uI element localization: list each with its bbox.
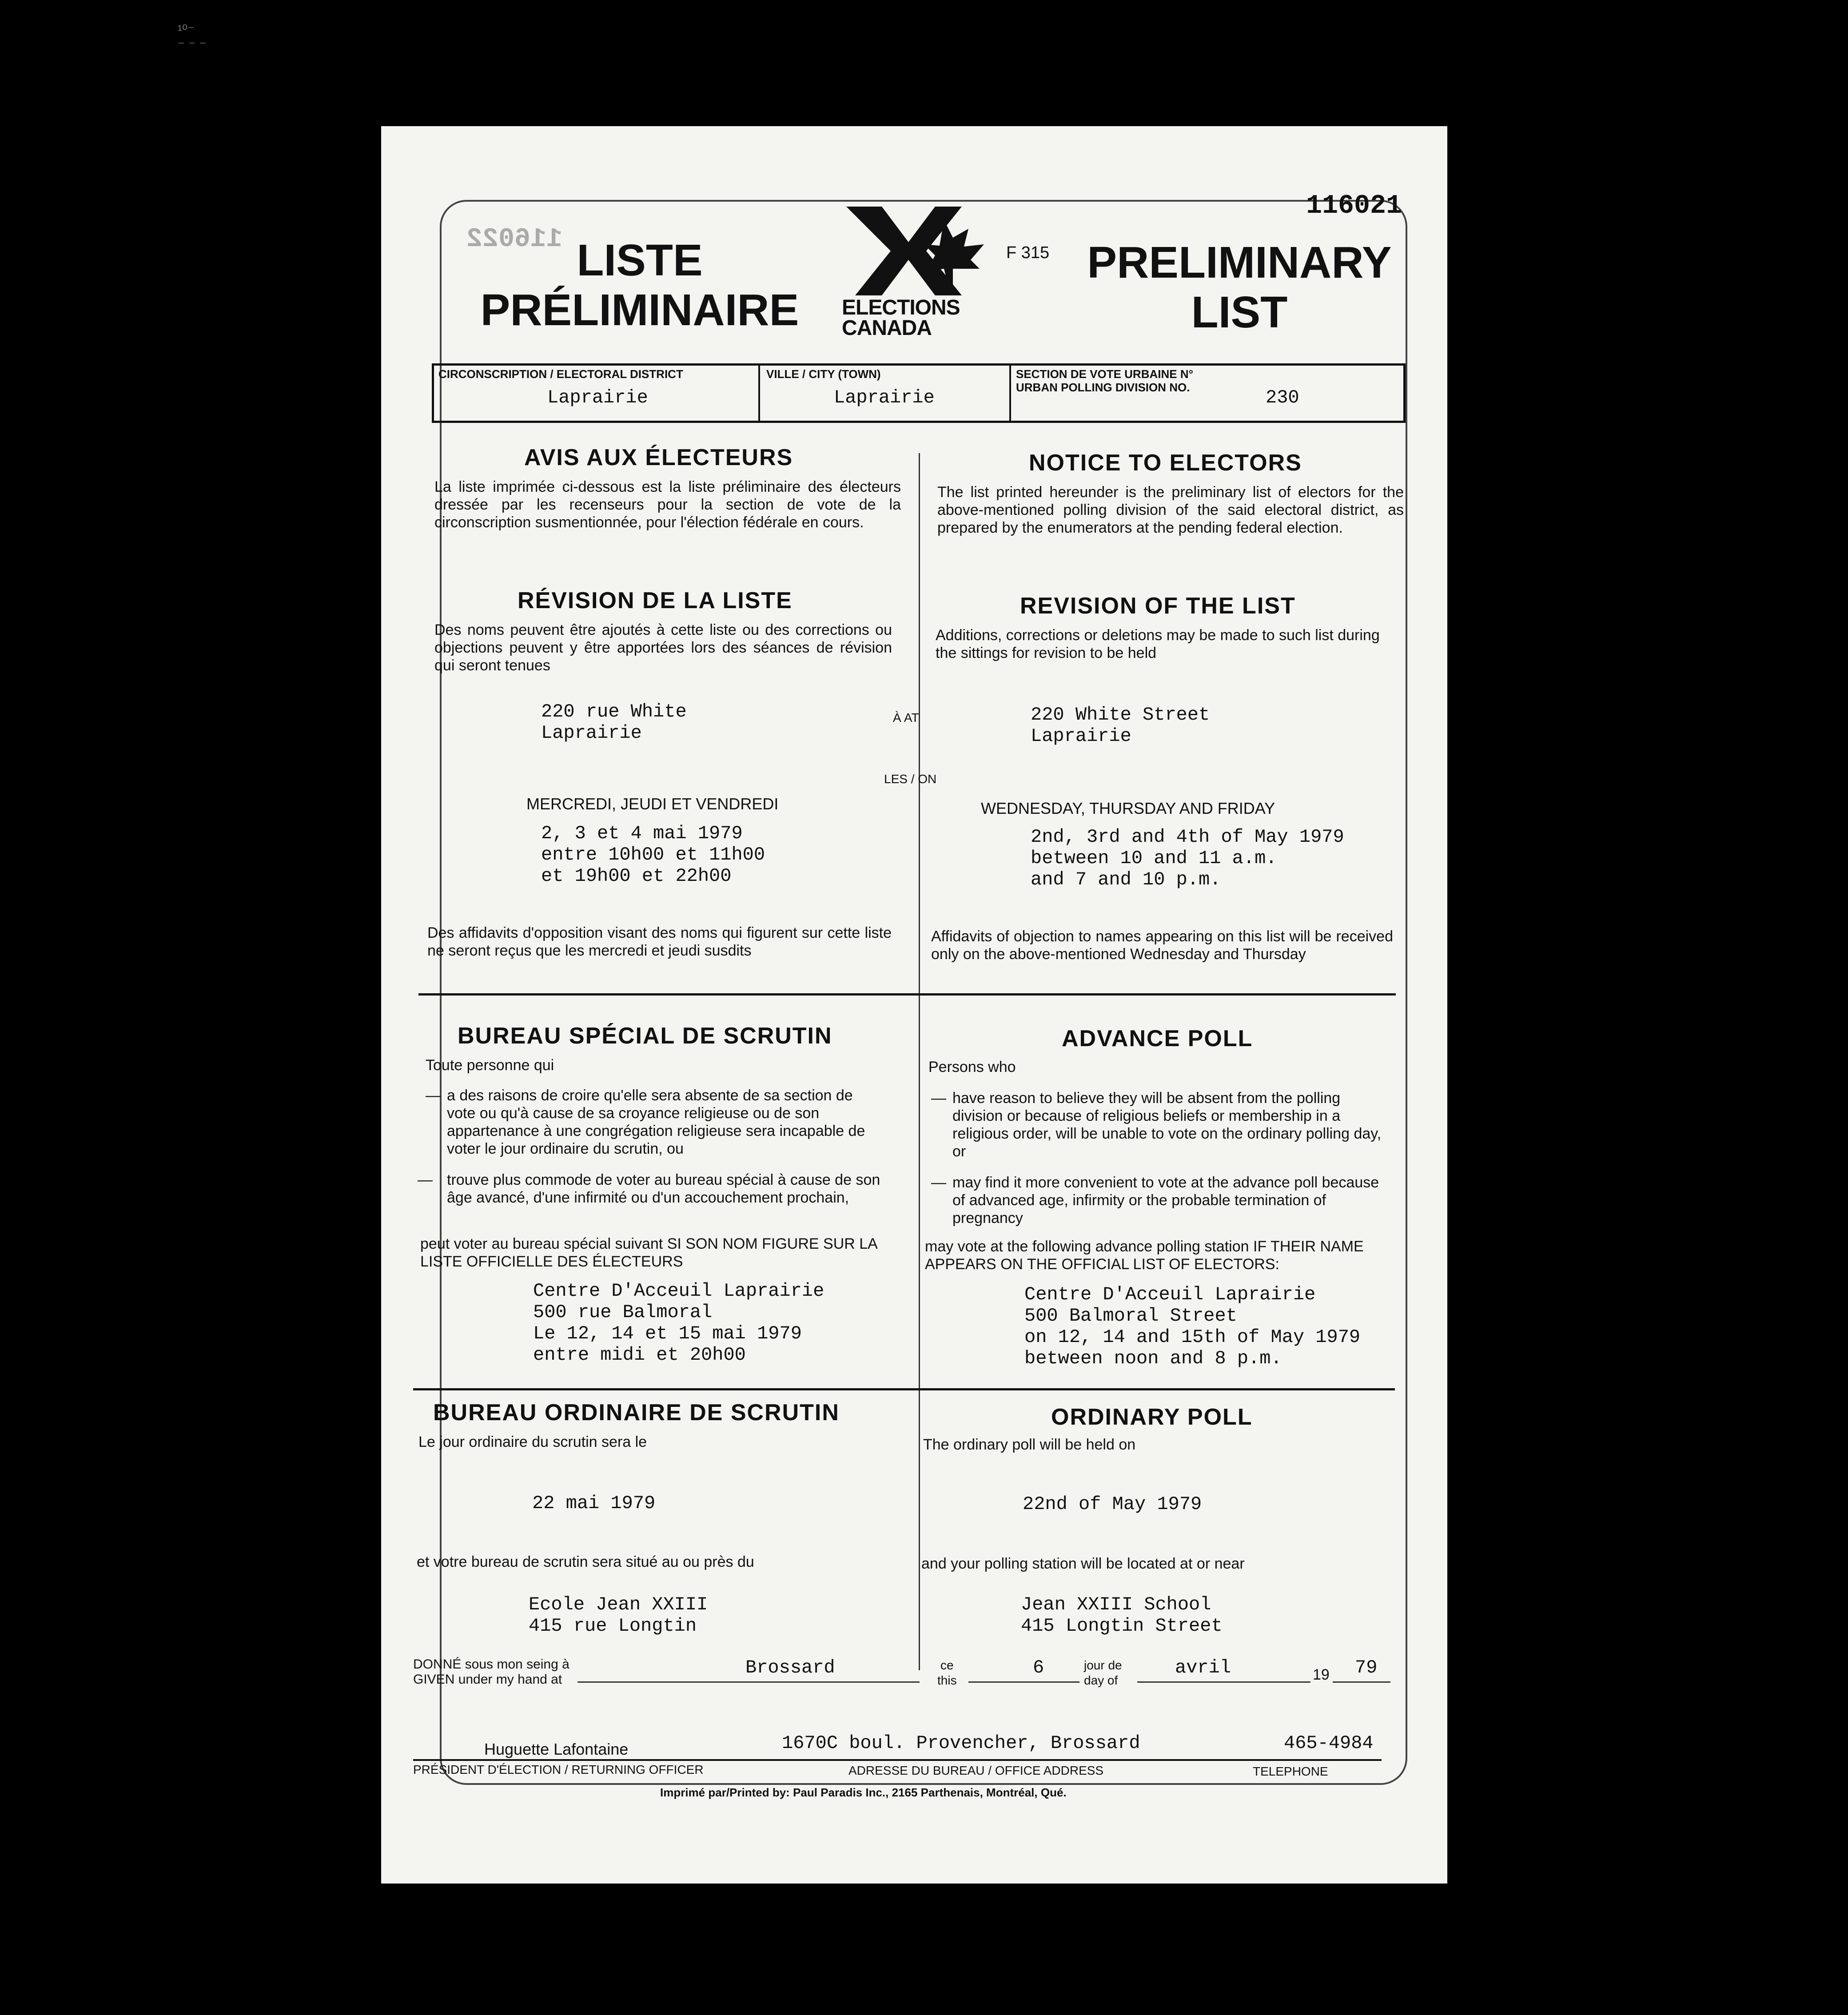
division-label-1: SECTION DE VOTE URBAINE N° [1016, 367, 1193, 381]
footer-rule [413, 1759, 1382, 1761]
officer-label: PRÉSIDENT D'ÉLECTION / RETURNING OFFICER [413, 1763, 704, 1776]
column-divider [919, 453, 920, 1670]
given-month: avril [1175, 1657, 1231, 1678]
logo-line2: CANADA [842, 316, 932, 340]
elections-canada-logo [842, 202, 1006, 340]
advance-en-title: ADVANCE POLL [1062, 1026, 1253, 1051]
telephone: 465-4984 [1284, 1732, 1374, 1754]
notice-en-title: NOTICE TO ELECTORS [1029, 450, 1302, 476]
advance-fr-item1-text: a des raisons de croire qu'elle sera absente de sa section de vote ou qu'à cause de sa croyance religieuse ou de son appartenance à une congrégation religieuse sera incapable de voter le jour ordinaire du scrutin, ou [447, 1087, 865, 1157]
form-frame [440, 200, 1407, 1785]
given-label: DONNÉ sous mon seing à GIVEN under my hand at [413, 1657, 570, 1687]
revision-en-affidavit: Affidavits of objection to names appearing on this list will be received only on the above-mentioned Wednesday and Thursday [931, 928, 1393, 963]
office-address-label: ADRESSE DU BUREAU / OFFICE ADDRESS [848, 1764, 1104, 1777]
advance-fr-item1: — a des raisons de croire qu'elle sera absente de sa section de vote ou qu'à cause de sa croyance religieuse ou de son appartenance à une congrégation religieuse sera incapable de voter le jour ordinaire du scrutin, ou [426, 1087, 883, 1158]
district-label: CIRCONSCRIPTION / ELECTORAL DISTRICT [438, 367, 683, 381]
logo-line1: ELECTIONS [842, 296, 960, 319]
serial-number: 116021 [1306, 191, 1402, 221]
year-suffix: 79 [1355, 1657, 1378, 1678]
district-value: Laprairie [547, 387, 648, 408]
revision-en-title: REVISION OF THE LIST [1020, 593, 1296, 619]
ordinary-en-date: 22nd of May 1979 [1023, 1493, 1202, 1515]
revision-en-text: Additions, corrections or deletions may be made to such list during the sittings for revision to be held [936, 627, 1380, 661]
notice-fr-title: AVIS AUX ÉLECTEURS [524, 445, 793, 470]
section-rule-2 [413, 1388, 1395, 1390]
ce-label: ce this [937, 1658, 957, 1687]
ordinary-en-title: ORDINARY POLL [1051, 1404, 1253, 1430]
title-en-line2: LIST [1191, 287, 1288, 337]
ordinary-en-intro: The ordinary poll will be held on [923, 1436, 1136, 1453]
revision-fr-affidavit: Des affidavits d'opposition visant des noms qui figurent sur cette liste ne seront reçus que les mercredi et jeudi susdits [427, 924, 892, 959]
advance-fr-item2-text: trouve plus commode de voter au bureau spécial à cause de son âge avancé, d'une infirmité ou d'un accouchement prochain, [447, 1171, 880, 1206]
telephone-label: TELEPHONE [1253, 1764, 1328, 1778]
ordinary-en-station-intro: and your polling station will be located at or near [921, 1555, 1245, 1572]
advance-en-place: Centre D'Acceuil Laprairie 500 Balmoral Street on 12, 14 and 15th of May 1979 between noon and 8 p.m. [1024, 1284, 1361, 1369]
title-en [1075, 238, 1404, 337]
ordinary-fr-station-intro: et votre bureau de scrutin sera situé au ou près du [417, 1553, 754, 1570]
advance-en-item2: — may find it more convenient to vote at the advance poll because of advanced age, infirmity or the probable termination of pregnancy [931, 1174, 1389, 1227]
revision-on-label: LES / ON [884, 772, 937, 786]
section-rule-1 [418, 993, 1396, 996]
notice-en-text: The list printed hereunder is the preliminary list of electors for the above-mentioned polling division of the said electoral district, as prepared by the enumerators at the pending federal election. [937, 484, 1404, 536]
title-fr-line1: LISTE [577, 235, 703, 285]
advance-en-item1-text: have reason to believe they will be absent from the polling division or because of religious beliefs or membership in a religious order, will be unable to vote on the ordinary polling day, or [952, 1090, 1382, 1160]
ordinary-fr-date: 22 mai 1979 [532, 1493, 656, 1514]
title-fr [471, 235, 808, 335]
revision-fr-text: Des noms peuvent être ajoutés à cette liste ou des corrections ou objections peuvent y être apportées lors des séances de révision qui seront tenues [434, 621, 892, 674]
revision-fr-title: RÉVISION DE LA LISTE [518, 588, 793, 613]
serial-number-ghost: 116022 [466, 224, 563, 255]
office-address: 1670C boul. Provencher, Brossard [782, 1732, 1140, 1754]
advance-en-outro: may vote at the following advance polling station IF THEIR NAME APPEARS ON THE OFFICIAL LIST OF ELECTORS: [925, 1238, 1364, 1273]
advance-fr-place: Centre D'Acceuil Laprairie 500 rue Balmoral Le 12, 14 et 15 mai 1979 entre midi et 20h00 [533, 1280, 824, 1366]
revision-en-address: 220 White Street Laprairie [1031, 704, 1210, 747]
scan-marks: ¹⁰⁻ ⁻ ⁻ ⁻ [178, 23, 207, 53]
ordinary-fr-intro: Le jour ordinaire du scrutin sera le [418, 1434, 647, 1450]
year-prefix: 19 [1313, 1666, 1330, 1683]
division-label-2: URBAN POLLING DIVISION NO. [1016, 381, 1190, 394]
revision-fr-address: 220 rue White Laprairie [541, 701, 687, 744]
ordinary-fr-title: BUREAU ORDINAIRE DE SCRUTIN [433, 1400, 840, 1426]
advance-en-intro: Persons who [928, 1059, 1016, 1075]
title-en-line1: PRELIMINARY [1087, 238, 1392, 287]
title-fr-line2: PRÉLIMINAIRE [480, 285, 799, 335]
officer-name: Huguette Lafontaine [484, 1740, 629, 1758]
jour-label: jour de day of [1084, 1658, 1122, 1687]
ordinary-fr-station: Ecole Jean XXIII 415 rue Longtin [529, 1594, 708, 1637]
ordinary-en-station: Jean XXIII School 415 Longtin Street [1021, 1594, 1223, 1637]
advance-fr-title: BUREAU SPÉCIAL DE SCRUTIN [458, 1023, 832, 1049]
advance-fr-item2: — trouve plus commode de voter au bureau spécial à cause de son âge avancé, d'une infirmité ou d'un accouchement prochain, [418, 1171, 883, 1207]
revision-en-dates: 2nd, 3rd and 4th of May 1979 between 10 and 11 a.m. and 7 and 10 p.m. [1031, 826, 1344, 890]
given-day: 6 [1033, 1657, 1044, 1678]
header-table [432, 363, 1406, 423]
advance-en-item1: — have reason to believe they will be absent from the polling division or because of religious beliefs or membership in a religious order, will be unable to vote on the ordinary polling day, or [931, 1089, 1389, 1160]
revision-at-label: À AT [893, 711, 919, 725]
maple-leaf-x-icon [842, 202, 1006, 300]
division-value: 230 [1266, 387, 1299, 408]
notice-fr-text: La liste imprimée ci-dessous est la liste préliminaire des électeurs dressée par les recenseurs pour la section de vote de la circonscription susmentionnée, pour l'élection fédérale en cours. [434, 478, 901, 531]
revision-en-days: WEDNESDAY, THURSDAY AND FRIDAY [981, 799, 1275, 817]
advance-en-item2-text: may find it more convenient to vote at the advance poll because of advanced age, infirmity or the probable termination of pregnancy [952, 1174, 1379, 1227]
form-number: F 315 [1006, 243, 1050, 262]
city-label: VILLE / CITY (TOWN) [766, 367, 881, 381]
printer-line: Imprimé par/Printed by: Paul Paradis Inc., 2165 Parthenais, Montréal, Qué. [660, 1786, 1067, 1799]
revision-fr-dates: 2, 3 et 4 mai 1979 entre 10h00 et 11h00 et 19h00 et 22h00 [541, 823, 765, 887]
advance-fr-intro: Toute personne qui [426, 1057, 554, 1074]
city-value: Laprairie [834, 387, 935, 408]
given-place: Brossard [745, 1657, 835, 1678]
revision-fr-days: MERCREDI, JEUDI ET VENDREDI [526, 795, 779, 813]
advance-fr-outro: peut voter au bureau spécial suivant SI SON NOM FIGURE SUR LA LISTE OFFICIELLE DES ÉLECTEURS [420, 1235, 877, 1270]
